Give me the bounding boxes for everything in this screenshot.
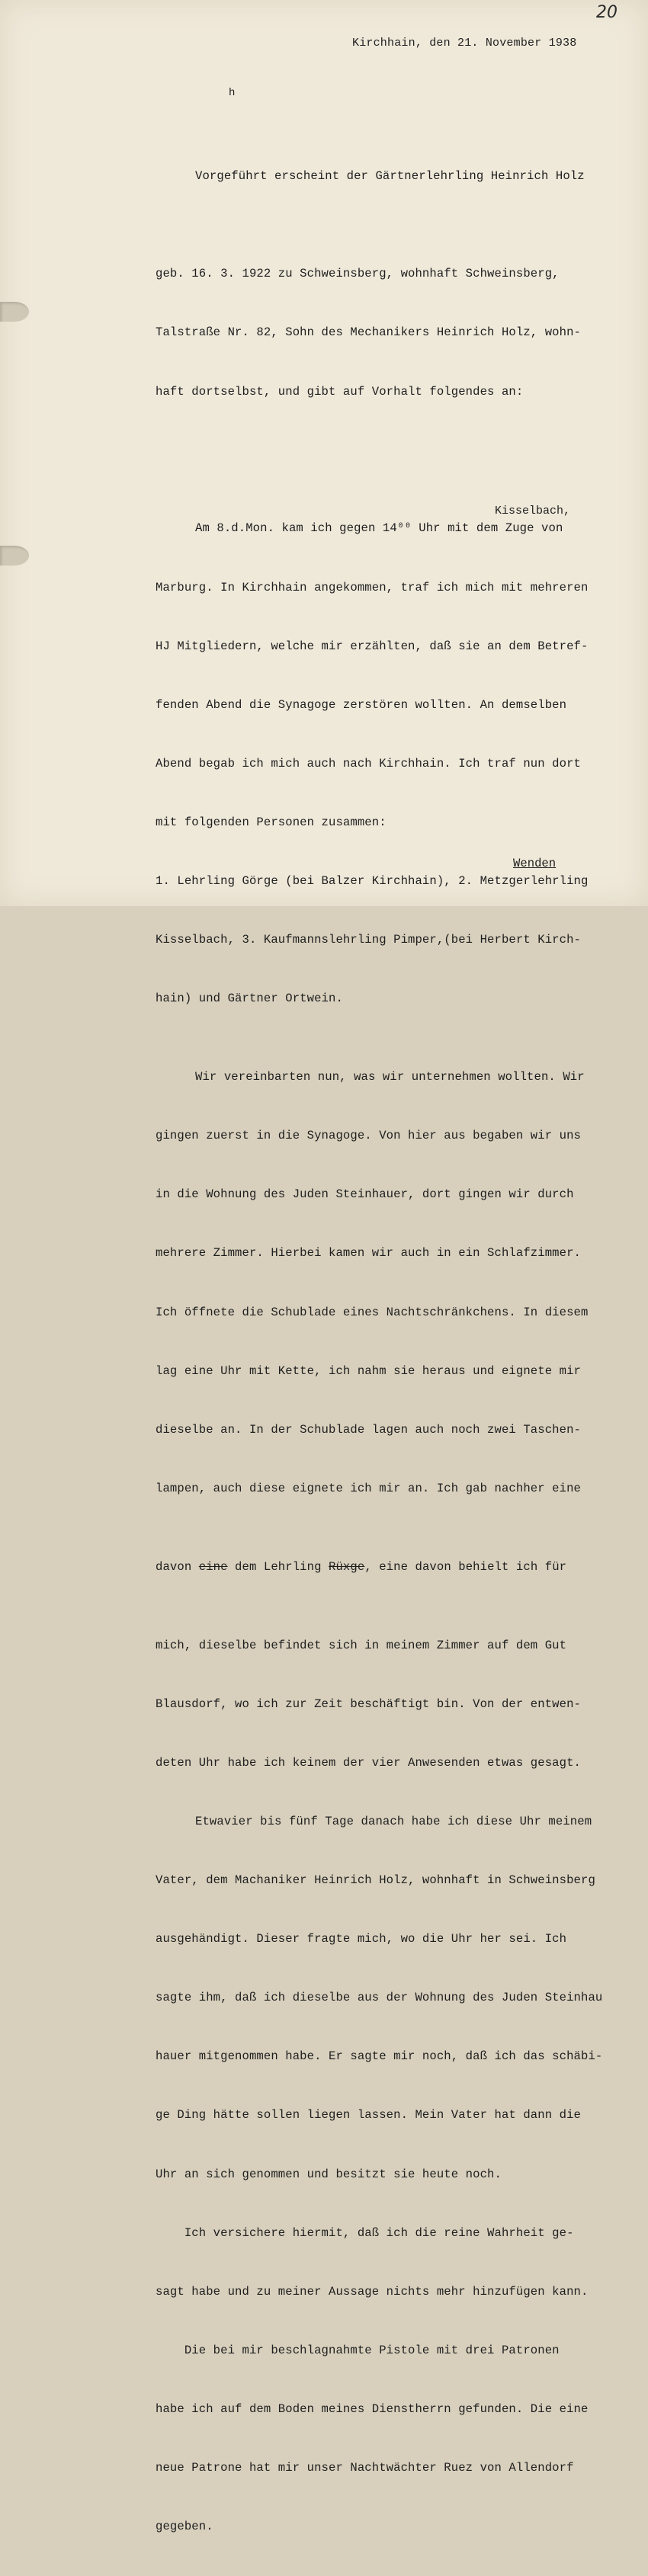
text-line: haft dortselbst, und gibt auf Vorhalt folgendes an: (156, 384, 524, 399)
text-line: Etwavier bis fünf Tage danach habe ich diese Uhr meinem (195, 1814, 592, 1828)
text-line: dieselbe an. In der Schublade lagen auch noch zwei Taschen- (156, 1422, 582, 1437)
text-line: habe ich auf dem Boden meines Dienstherrn gefunden. Die eine (156, 2401, 589, 2416)
text-line: lampen, auch diese eignete ich mir an. Ich gab nachher eine (156, 1481, 582, 1495)
text-line: deten Uhr habe ich keinem der vier Anwesenden etwas gesagt. (156, 1755, 582, 1770)
struck-word: eine (198, 1559, 228, 1574)
text-line: gingen zuerst in die Synagoge. Von hier aus begaben wir uns (156, 1129, 582, 1143)
text-line: Die bei mir beschlagnahmte Pistole mit drei Patronen (156, 2343, 560, 2357)
text-line: mehrere Zimmer. Hierbei kamen wir auch in ein Schlafzimmer. (156, 1246, 582, 1261)
handwritten-insertion: h (229, 87, 236, 99)
text-line: Ich versichere hiermit, daß ich die reine Wahrheit ge- (156, 2225, 574, 2240)
page-number: 20 (596, 3, 618, 22)
text-line: sagt habe und zu meiner Aussage nichts mehr hinzufügen kann. (156, 2284, 589, 2299)
text-line: Kisselbach, 3. Kaufmannslehrling Pimper,(bei Herbert Kirch- (156, 933, 582, 947)
text-line: HJ Mitgliedern, welche mir erzählten, daß sie an dem Betref- (156, 639, 589, 653)
text-line-with-corrections: davon eine dem Lehrling Rüxge, eine davon behielt ich für (156, 1559, 567, 1574)
text-line: 1. Lehrling Görge (bei Balzer Kirchhain), 2. Metzgerlehrling (156, 874, 589, 889)
text-line: mich, dieselbe befindet sich in meinem Zimmer auf dem Gut (156, 1638, 567, 1652)
text-line: Vater, dem Machaniker Heinrich Holz, wohnhaft in Schweinsberg (156, 1873, 595, 1887)
text-line: hain) und Gärtner Ortwein. (156, 992, 343, 1006)
text-line: sagte ihm, daß ich dieselbe aus der Wohnung des Juden Steinhau (156, 1991, 603, 2005)
text-line: fenden Abend die Synagoge zerstören wollten. An demselben (156, 697, 567, 712)
text-line: Am 8.d.Mon. kam ich gegen 14⁰⁰ Uhr mit dem Zuge von (195, 521, 563, 536)
text-line: geb. 16. 3. 1922 zu Schweinsberg, wohnhaft Schweinsberg, (156, 267, 560, 281)
text-line: gegeben. (156, 2520, 213, 2534)
text-line: Blausdorf, wo ich zur Zeit beschäftigt bin. Von der entwen- (156, 1697, 582, 1711)
text-line: Talstraße Nr. 82, Sohn des Mechanikers Heinrich Holz, wohn- (156, 325, 582, 340)
paragraph-intro (156, 127, 636, 226)
text-line: hauer mitgenommen habe. Er sagte mir noch, daß ich das schäbi- (156, 2049, 603, 2064)
turn-over-note: Wenden (513, 857, 557, 870)
text-line: in die Wohnung des Juden Steinhauer, dort gingen wir durch (156, 1187, 574, 1202)
text-line: Abend begab ich mich auch nach Kirchhain. Ich traf nun dort (156, 756, 582, 771)
typed-insertion: Kisselbach, (495, 505, 571, 517)
date-line: Kirchhain, den 21. November 1938 (352, 37, 577, 50)
text-line: mit folgenden Personen zusammen: (156, 815, 387, 829)
text-line: Wir vereinbarten nun, was wir unternehmen wollten. Wir (195, 1070, 585, 1085)
text-line: Marburg. In Kirchhain angekommen, traf ich mich mit mehreren (156, 580, 589, 594)
text-line: ausgehändigt. Dieser fragte mich, wo die Uhr her sei. Ich (156, 1932, 567, 1946)
text-line: neue Patrone hat mir unser Nachtwächter Ruez von Allendorf (156, 2461, 574, 2475)
text-line: Vorgeführt erscheint der Gärtnerlehrling Heinrich Holz (195, 168, 585, 183)
text-line: lag eine Uhr mit Kette, ich nahm sie heraus und eignete mir (156, 1363, 582, 1378)
statement-body (156, 88, 636, 2576)
text-line: ge Ding hätte sollen liegen lassen. Mein Vater hat dann die (156, 2108, 582, 2123)
struck-word: Rüxge (329, 1559, 365, 1574)
text-line: Uhr an sich genommen und besitzt sie heute noch. (156, 2167, 502, 2181)
text-line: Ich öffnete die Schublade eines Nachtschränkchens. In diesem (156, 1305, 589, 1319)
punch-hole (0, 546, 29, 566)
punch-hole (0, 302, 29, 322)
